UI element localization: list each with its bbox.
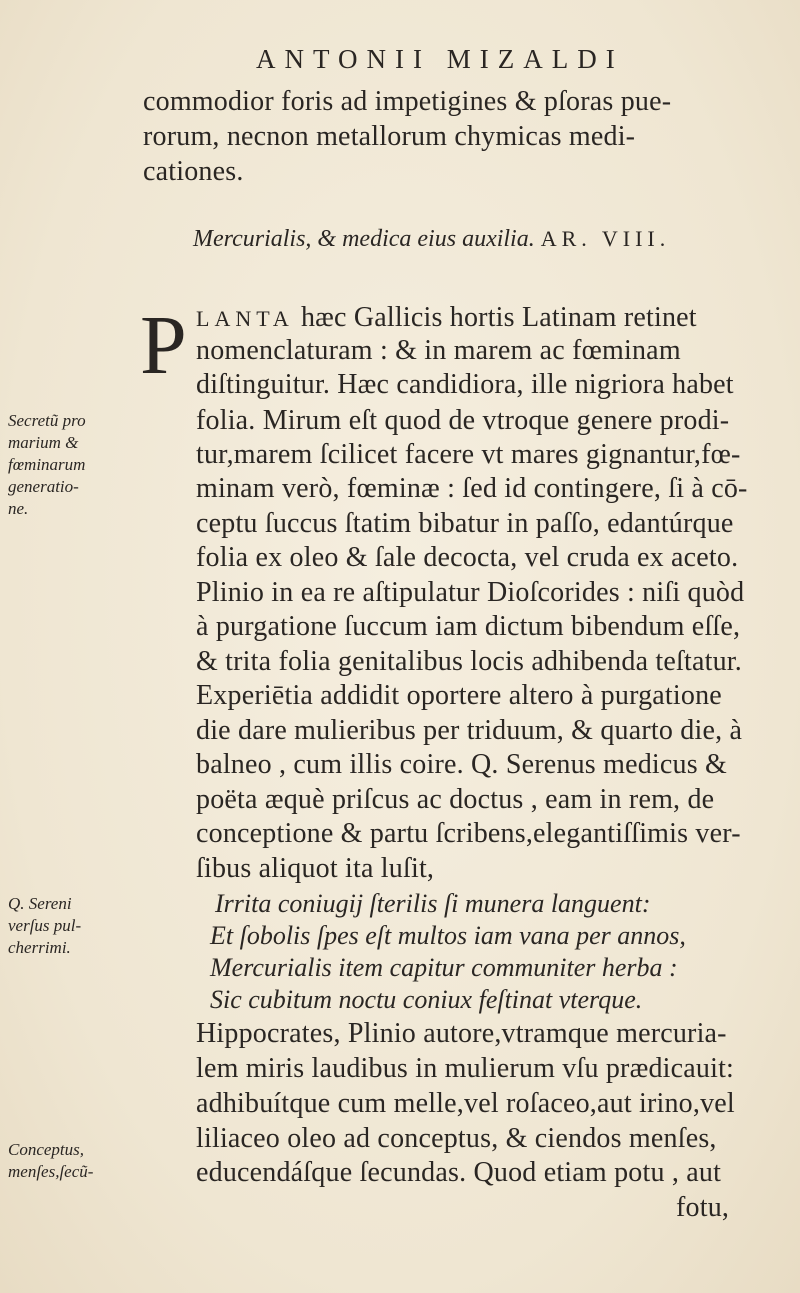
- margin-note-line: marium &: [8, 433, 79, 452]
- first-body-line: [196, 300, 697, 337]
- body-line: ceptu ſuccus ſtatim bibatur in paſſo, edantúrque: [196, 508, 734, 539]
- chapter-heading: [193, 226, 670, 253]
- body-line: Plinio in ea re aſtipulatur Dioſcorides : niſi quòd: [196, 577, 745, 608]
- body-line: tur,marem ſcilicet facere vt mares gignantur,fœ-: [196, 439, 741, 470]
- margin-note-line: generatio-: [8, 477, 79, 496]
- body-line: educendáſque ſecundas. Quod etiam potu , aut: [196, 1157, 722, 1188]
- margin-note-secretum: [8, 410, 86, 520]
- drop-capital: P: [140, 299, 187, 392]
- body-line: lem miris laudibus in mulierum vſu prædicauit:: [196, 1053, 735, 1084]
- body-line: conceptione & partu ſcribens,elegantiſſimis ver-: [196, 818, 741, 849]
- margin-note-serenus: [8, 893, 81, 959]
- body-line: fotu,: [676, 1192, 730, 1223]
- body-line: poëta æquè priſcus ac doctus , eam in rem, de: [196, 784, 715, 815]
- body-line: minam verò, fœminæ : ſed id contingere, ſi à cō-: [196, 473, 748, 504]
- body-line: die dare mulieribus per triduum, & quarto die, à: [196, 715, 743, 746]
- intro-line: cationes.: [143, 156, 244, 187]
- body-line: à purgatione ſuccum iam dictum bibendum eſſe,: [196, 611, 741, 642]
- body-line: Hippocrates, Plinio autore,vtramque mercuria-: [196, 1018, 727, 1049]
- margin-note-conceptus: [8, 1139, 93, 1183]
- body-line: diſtinguitur. Hæc candidiora, ille nigriora habet: [196, 369, 734, 400]
- body-line: nomenclaturam : & in marem ac fœminam: [196, 335, 681, 366]
- first-line-rest: hæc Gallicis hortis Latinam retinet: [293, 302, 697, 333]
- first-word-smallcaps: LANTA: [196, 306, 294, 331]
- body-line: liliaceo oleo ad conceptus, & ciendos menſes,: [196, 1123, 717, 1154]
- chapter-number: AR. VIII.: [540, 226, 671, 251]
- verse-line: Sic cubitum noctu coniux feſtinat vterque.: [210, 985, 643, 1014]
- body-line: & trita folia genitalibus locis adhibenda teſtatur.: [196, 646, 742, 677]
- margin-note-line: Conceptus,: [8, 1140, 85, 1159]
- margin-note-line: fœminarum: [8, 455, 86, 474]
- body-line: balneo , cum illis coire. Q. Serenus medicus &: [196, 749, 727, 780]
- intro-line: rorum, necnon metallorum chymicas medi-: [143, 121, 636, 152]
- margin-note-line: ne.: [8, 499, 29, 518]
- margin-note-line: verſus pul-: [8, 916, 82, 935]
- body-line: folia ex oleo & ſale decocta, vel cruda ex aceto.: [196, 542, 739, 573]
- verse-line: Et ſobolis ſpes eſt multos iam vana per annos,: [210, 921, 686, 950]
- verse-line: Irrita coniugij ſterilis ſi munera languent:: [215, 889, 651, 918]
- running-head: ANTONII MIZALDI: [256, 44, 624, 74]
- verse-line: Mercurialis item capitur communiter herba :: [210, 953, 678, 982]
- body-line: folia. Mirum eſt quod de vtroque genere prodi-: [196, 405, 730, 436]
- margin-note-line: Q. Sereni: [8, 894, 72, 913]
- margin-note-line: cherrimi.: [8, 938, 71, 957]
- body-line: ſibus aliquot ita luſit,: [196, 853, 435, 884]
- body-line: Experiētia addidit oportere altero à purgatione: [196, 680, 722, 711]
- body-line: adhibuítque cum melle,vel roſaceo,aut irino,vel: [196, 1088, 735, 1119]
- intro-line: commodior foris ad impetigines & pſoras pue-: [143, 86, 672, 117]
- margin-note-line: menſes,ſecũ-: [8, 1162, 94, 1181]
- chapter-title: Mercurialis, & medica eius auxilia.: [193, 226, 535, 252]
- margin-note-line: Secretũ pro: [8, 411, 86, 430]
